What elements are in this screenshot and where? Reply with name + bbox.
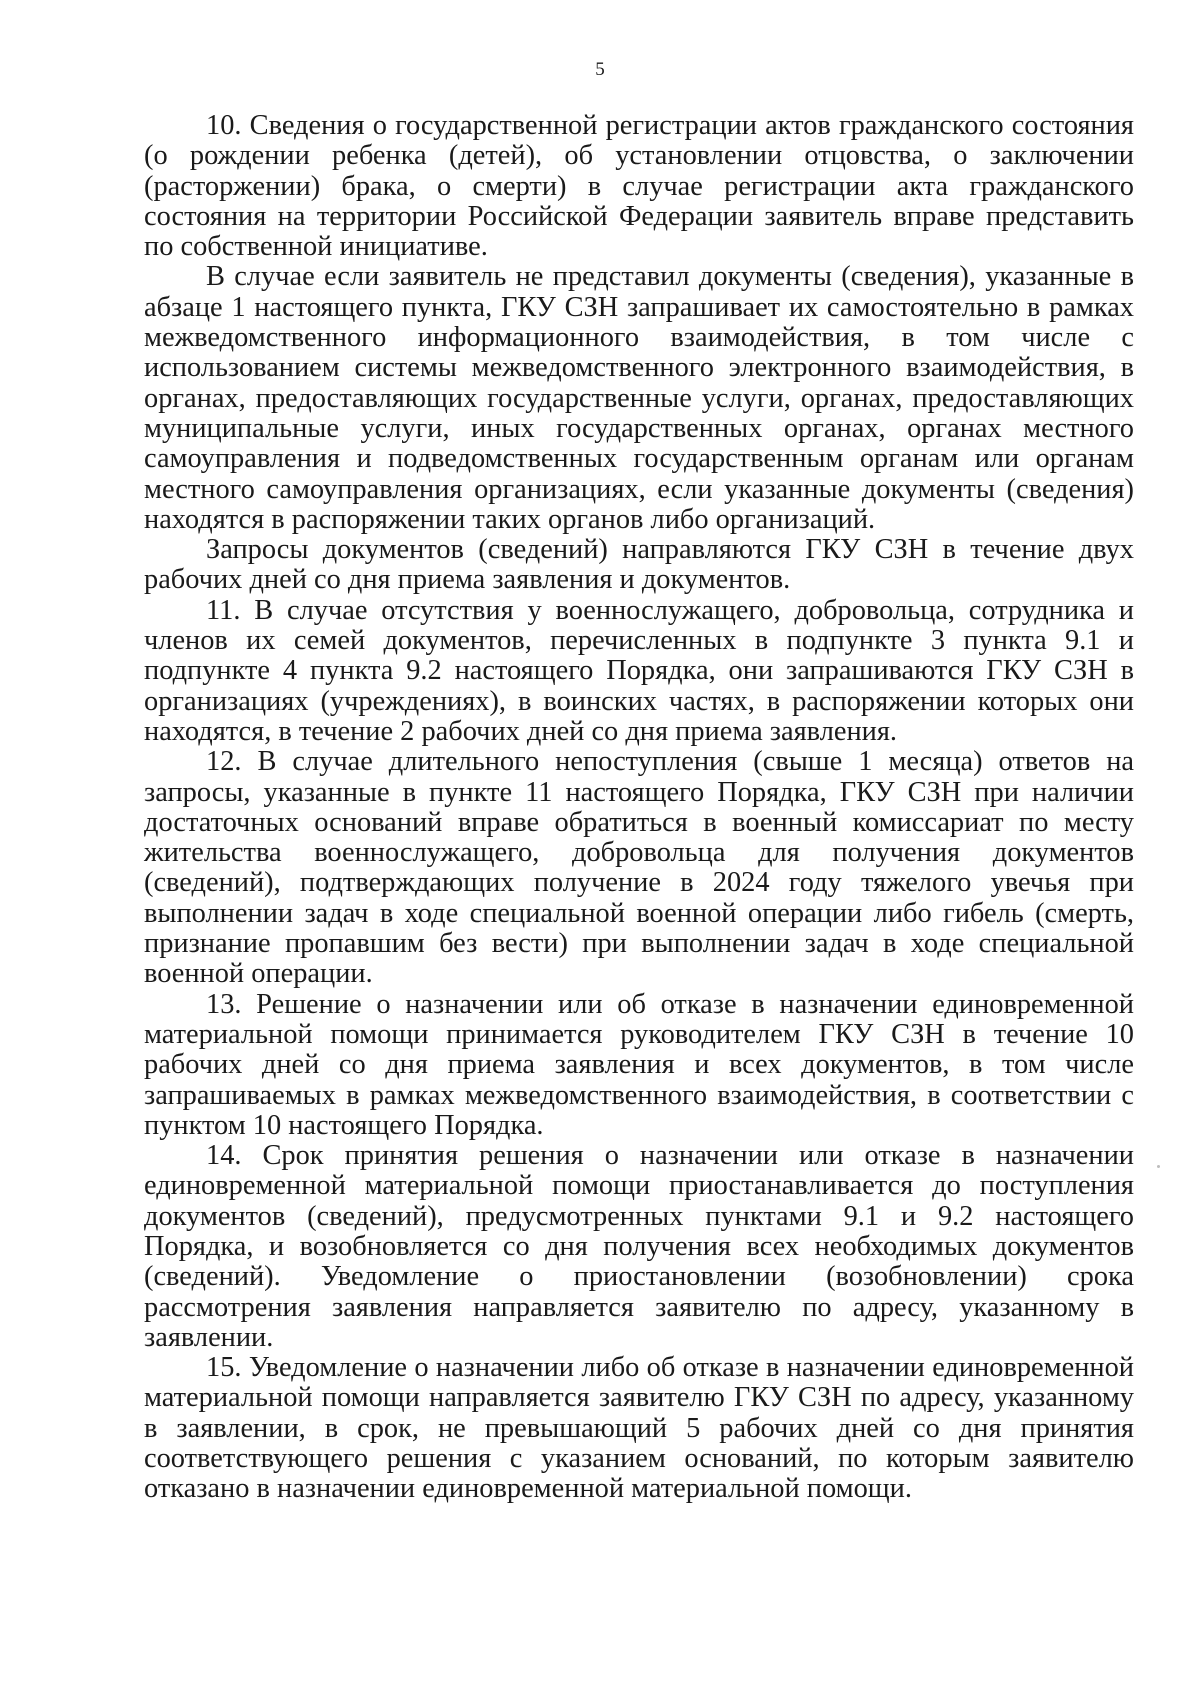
paragraph-14: 14. Срок принятия решения о назначении или отказе в назначении единовременной материальной помощи приостанавливается до поступления документов (сведений), предусмотренных пунктами 9.1 и 9.2 настоящего Порядка, и возобновляется со дня получения всех необходимых документов (сведений). Уведомление о приостановлении (возобновлении) срока рассмотрения заявления направляется заявителю по адресу, указанному в заявлении.: [144, 1140, 1134, 1353]
paragraph-13: 13. Решение о назначении или об отказе в назначении единовременной материальной помощи принимается руководителем ГКУ СЗН в течение 10 рабочих дней со дня приема заявления и всех документов, в том числе запрашиваемых в рамках межведомственного взаимодействия, в соответствии с пунктом 10 настоящего Порядка.: [144, 988, 1134, 1141]
paragraph-10-abstract-3: Запросы документов (сведений) направляются ГКУ СЗН в течение двух рабочих дней со дня приема заявления и документов.: [144, 534, 1134, 596]
scan-speck: [1157, 1165, 1160, 1168]
document-body: [144, 111, 1134, 1505]
paragraph-12: 12. В случае длительного непоступления (свыше 1 месяца) ответов на запросы, указанные в пункте 11 настоящего Порядка, ГКУ СЗН при наличии достаточных оснований вправе обратиться в военный комиссариат по месту жительства военнослужащего, добровольца для получения документов (сведений), подтверждающих получение в 2024 году тяжелого увечья при выполнении задач в ходе специальной военной операции либо гибель (смерть, признание пропавшим без вести) при выполнении задач в ходе специальной военной операции.: [144, 746, 1134, 990]
paragraph-10-abstract-2: В случае если заявитель не представил документы (сведения), указанные в абзаце 1 настоящего пункта, ГКУ СЗН запрашивает их самостоятельно в рамках межведомственного информационного взаимодействия, в том числе с использованием системы межведомственного электронного взаимодействия, в органах, предоставляющих государственные услуги, органах, предоставляющих муниципальные услуги, иных государственных органах, органах местного самоуправления и подведомственных государственным органам или органам местного самоуправления организациях, если указанные документы (сведения) находятся в распоряжении таких органов либо организаций.: [144, 261, 1134, 535]
paragraph-15: 15. Уведомление о назначении либо об отказе в назначении единовременной материальной помощи направляется заявителю ГКУ СЗН по адресу, указанному в заявлении, в срок, не превышающий 5 рабочих дней со дня принятия соответствующего решения с указанием оснований, по которым заявителю отказано в назначении единовременной материальной помощи.: [144, 1352, 1134, 1505]
paragraph-10: 10. Сведения о государственной регистрации актов гражданского состояния (о рождении ребенка (детей), об установлении отцовства, о заключении (расторжении) брака, о смерти) в случае регистрации акта гражданского состояния на территории Российской Федерации заявитель вправе представить по собственной инициативе.: [144, 110, 1134, 263]
page-number: 5: [595, 59, 605, 80]
paragraph-11: 11. В случае отсутствия у военнослужащего, добровольца, сотрудника и членов их семей документов, перечисленных в подпункте 3 пункта 9.1 и подпункте 4 пункта 9.2 настоящего Порядка, они запрашиваются ГКУ СЗН в организациях (учреждениях), в воинских частях, в распоряжении которых они находятся, в течение 2 рабочих дней со дня приема заявления.: [144, 594, 1134, 747]
